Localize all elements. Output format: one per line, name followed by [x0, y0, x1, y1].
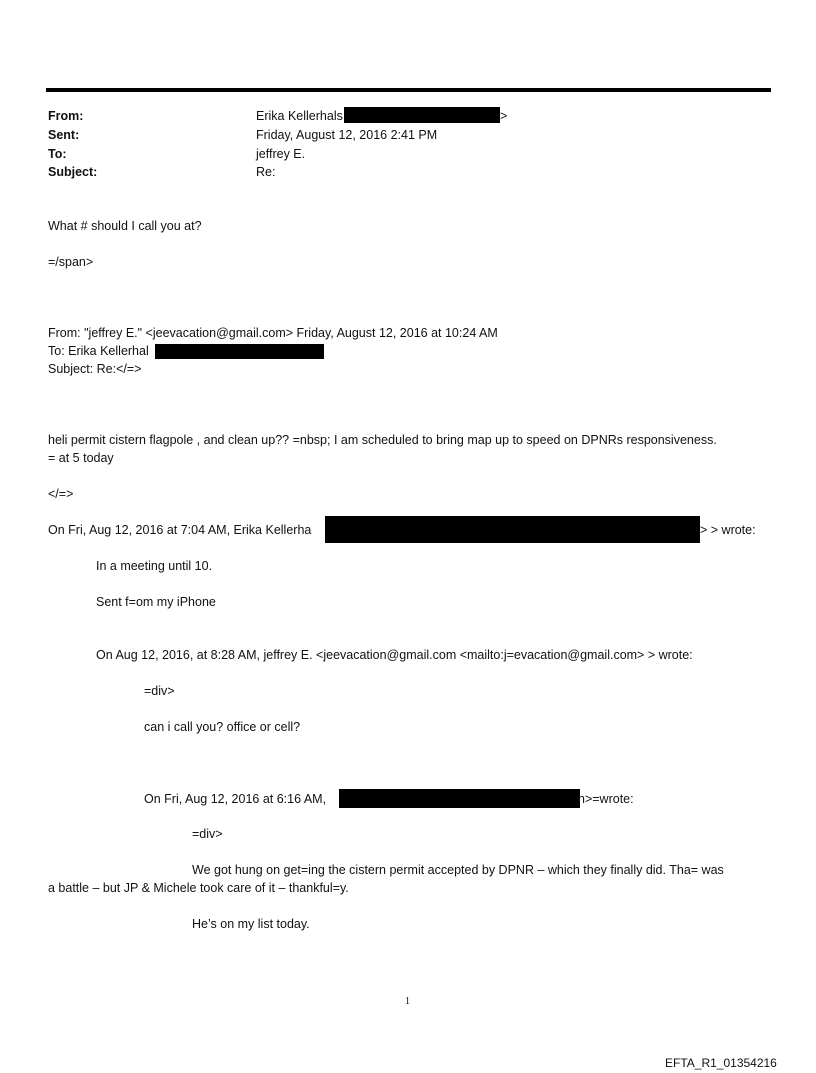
forwarded-subject: Subject: Re:</=> — [48, 362, 142, 376]
from-value: Erika Kellerhals — [256, 109, 343, 123]
page-number: 1 — [405, 996, 410, 1007]
quoted-header: On Fri, Aug 12, 2016 at 6:16 AM, — [144, 792, 327, 806]
sent-label: Sent: — [48, 128, 80, 142]
quoted-header-suffix: n>=wrote: — [578, 792, 634, 806]
sent-value: Friday, August 12, 2016 2:41 PM — [256, 128, 438, 142]
bates-number: EFTA_R1_01354216 — [665, 1056, 777, 1070]
quoted-header: On Fri, Aug 12, 2016 at 7:04 AM, Erika Kellerha — [48, 523, 312, 537]
to-label: To: — [48, 147, 67, 161]
body-line: In a meeting until 10. — [96, 559, 213, 573]
subject-value: Re: — [256, 165, 276, 179]
quoted-header-suffix: > > wrote: — [700, 523, 756, 537]
from-suffix: > — [500, 109, 508, 123]
forwarded-from: From: "jeffrey E." <jeevacation@gmail.com> Friday, August 12, 2016 at 10:24 AM — [48, 326, 498, 340]
body-line: =/span> — [48, 255, 94, 269]
redaction-bar — [339, 789, 580, 808]
redaction-bar — [155, 344, 324, 359]
body-line: </=> — [48, 487, 74, 501]
body-line: heli permit cistern flagpole , and clean up?? =nbsp; I am scheduled to bring map up to speed on DPNRs responsiveness. — [48, 433, 717, 447]
redaction-bar — [325, 516, 700, 543]
subject-label: Subject: — [48, 165, 98, 179]
body-line: What # should I call you at? — [48, 219, 202, 233]
body-line: can i call you? office or cell? — [144, 720, 301, 734]
body-line: a battle – but JP & Michele took care of it – thankful=y. — [48, 881, 349, 895]
body-line: =div> — [144, 684, 175, 698]
body-line: Sent f=om my iPhone — [96, 595, 216, 609]
body-line: We got hung on get=ing the cistern permit accepted by DPNR – which they finally did. Tha= was — [192, 863, 724, 877]
body-line: =div> — [192, 827, 223, 841]
body-line: = at 5 today — [48, 451, 114, 465]
to-value: jeffrey E. — [256, 147, 306, 161]
from-label: From: — [48, 109, 84, 123]
body-line: He’s on my list today. — [192, 917, 310, 931]
quoted-header: On Aug 12, 2016, at 8:28 AM, jeffrey E. <jeevacation@gmail.com <mailto:j=evacation@gmail.com> > wrote: — [96, 648, 693, 662]
header-rule — [46, 88, 771, 92]
forwarded-to: To: Erika Kellerhal — [48, 344, 149, 358]
redaction-bar — [344, 107, 500, 123]
